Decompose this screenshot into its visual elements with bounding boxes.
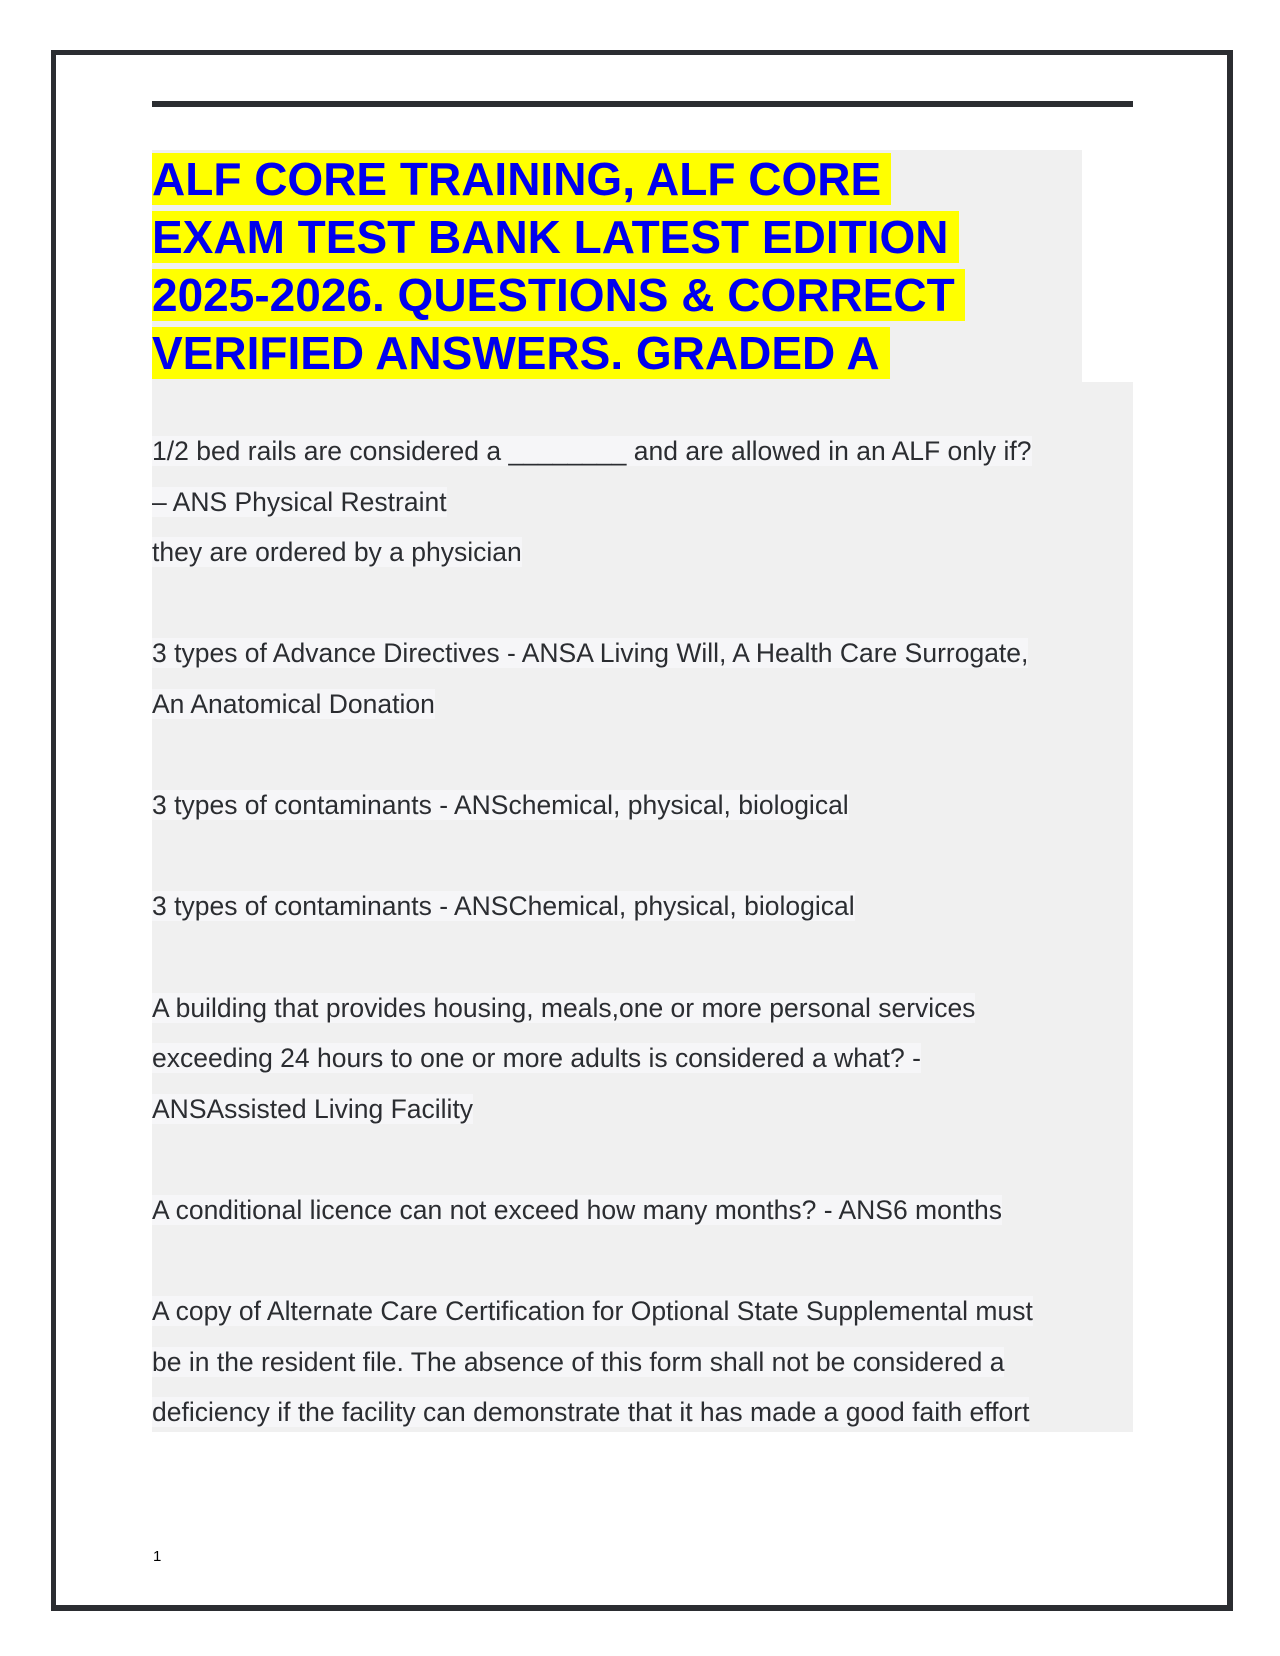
text-line (152, 578, 1142, 629)
text-line (152, 983, 1142, 1034)
text-line (152, 831, 1142, 882)
text-line (152, 1134, 1142, 1185)
text-line-content: 3 types of contaminants - ANSChemical, physical, biological (152, 891, 855, 922)
title-line: 2025-2026. QUESTIONS & CORRECT (152, 269, 965, 321)
page-number: 1 (153, 1548, 162, 1565)
text-line (152, 527, 1142, 578)
text-line (152, 730, 1142, 781)
text-line-content: exceeding 24 hours to one or more adults is considered a what? - (152, 1043, 921, 1074)
text-line (152, 932, 1142, 983)
text-line (152, 780, 1142, 831)
text-line-content: 3 types of contaminants - ANSchemical, physical, biological (152, 790, 849, 821)
header-rule (152, 101, 1133, 107)
text-line (152, 1236, 1142, 1287)
text-line-content: A copy of Alternate Care Certification for Optional State Supplemental must (152, 1296, 1033, 1327)
text-line (152, 1185, 1142, 1236)
title-line: VERIFIED ANSWERS. GRADED A (152, 327, 890, 379)
text-line (152, 679, 1142, 730)
text-line (152, 1084, 1142, 1135)
document-title (152, 150, 1082, 382)
text-line-content: 3 types of Advance Directives - ANSA Living Will, A Health Care Surrogate, (152, 638, 1029, 669)
text-line-content: 1/2 bed rails are considered a ________ and are allowed in an ALF only if? (152, 436, 1032, 466)
text-line-content: deficiency if the facility can demonstrate that it has made a good faith effort (152, 1397, 1030, 1428)
text-line-content: they are ordered by a physician (152, 537, 522, 568)
text-line-content: A building that provides housing, meals,one or more personal services (152, 992, 976, 1023)
text-line-content: – ANS Physical Restraint (152, 486, 447, 517)
text-line (152, 1337, 1142, 1388)
text-line-content: ANSAssisted Living Facility (152, 1093, 474, 1124)
text-line (152, 1033, 1142, 1084)
qa-body (152, 426, 1142, 1438)
text-line (152, 1286, 1142, 1337)
text-line-content: be in the resident file. The absence of this form shall not be considered a (152, 1346, 1005, 1377)
title-line: EXAM TEST BANK LATEST EDITION (152, 211, 959, 263)
text-line (152, 426, 1142, 477)
title-line: ALF CORE TRAINING, ALF CORE (152, 153, 891, 205)
text-line (152, 1387, 1142, 1438)
text-line-content: A conditional licence can not exceed how many months? - ANS6 months (152, 1194, 1002, 1225)
text-line (152, 881, 1142, 932)
text-line-content: An Anatomical Donation (152, 688, 435, 719)
text-line (152, 477, 1142, 528)
text-line (152, 628, 1142, 679)
